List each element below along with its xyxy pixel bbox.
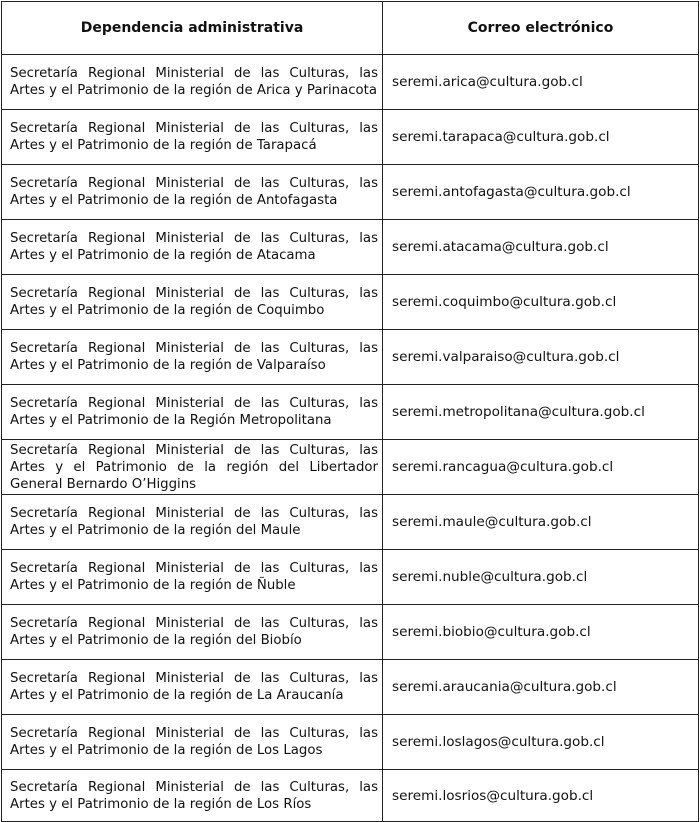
dependencia-cell: Secretaría Regional Ministerial de las Culturas, las Artes y el Patrimonio de la región del Biobío bbox=[2, 605, 383, 660]
dependencia-cell: Secretaría Regional Ministerial de las Culturas, las Artes y el Patrimonio de la región de Ñuble bbox=[2, 550, 383, 605]
table-row bbox=[2, 495, 699, 550]
dependencia-cell: Secretaría Regional Ministerial de las Culturas, las Artes y el Patrimonio de la región de Los Lagos bbox=[2, 715, 383, 770]
dependencia-cell: Secretaría Regional Ministerial de las Culturas, las Artes y el Patrimonio de la región del Libertador General Bernardo O’Higgins bbox=[2, 440, 383, 495]
dependencia-cell: Secretaría Regional Ministerial de las Culturas, las Artes y el Patrimonio de la región de Arica y Parinacota bbox=[2, 55, 383, 110]
dependencia-cell: Secretaría Regional Ministerial de las Culturas, las Artes y el Patrimonio de la región de La Araucanía bbox=[2, 660, 383, 715]
dependencia-cell: Secretaría Regional Ministerial de las Culturas, las Artes y el Patrimonio de la región de Antofagasta bbox=[2, 165, 383, 220]
dependencia-cell: Secretaría Regional Ministerial de las Culturas, las Artes y el Patrimonio de la región del Maule bbox=[2, 495, 383, 550]
correo-cell[interactable]: seremi.araucania@cultura.gob.cl bbox=[383, 660, 699, 715]
table-row bbox=[2, 165, 699, 220]
table-row bbox=[2, 770, 699, 822]
table-row bbox=[2, 385, 699, 440]
correo-cell[interactable]: seremi.metropolitana@cultura.gob.cl bbox=[383, 385, 699, 440]
header-correo: Correo electrónico bbox=[383, 2, 699, 55]
correo-cell[interactable]: seremi.arica@cultura.gob.cl bbox=[383, 55, 699, 110]
table-header-row bbox=[2, 2, 699, 55]
correo-cell[interactable]: seremi.maule@cultura.gob.cl bbox=[383, 495, 699, 550]
dependencia-cell: Secretaría Regional Ministerial de las Culturas, las Artes y el Patrimonio de la región de Coquimbo bbox=[2, 275, 383, 330]
table-row bbox=[2, 605, 699, 660]
dependencia-cell: Secretaría Regional Ministerial de las Culturas, las Artes y el Patrimonio de la región de Los Ríos bbox=[2, 770, 383, 822]
dependencia-cell: Secretaría Regional Ministerial de las Culturas, las Artes y el Patrimonio de la región de Tarapacá bbox=[2, 110, 383, 165]
header-dependencia: Dependencia administrativa bbox=[2, 2, 383, 55]
table-row bbox=[2, 330, 699, 385]
correo-cell[interactable]: seremi.coquimbo@cultura.gob.cl bbox=[383, 275, 699, 330]
correo-cell[interactable]: seremi.biobio@cultura.gob.cl bbox=[383, 605, 699, 660]
table-row bbox=[2, 275, 699, 330]
table-row bbox=[2, 440, 699, 495]
dependencia-cell: Secretaría Regional Ministerial de las Culturas, las Artes y el Patrimonio de la región de Valparaíso bbox=[2, 330, 383, 385]
correo-cell[interactable]: seremi.atacama@cultura.gob.cl bbox=[383, 220, 699, 275]
correo-cell[interactable]: seremi.antofagasta@cultura.gob.cl bbox=[383, 165, 699, 220]
correo-cell[interactable]: seremi.valparaiso@cultura.gob.cl bbox=[383, 330, 699, 385]
correo-cell[interactable]: seremi.nuble@cultura.gob.cl bbox=[383, 550, 699, 605]
correo-cell[interactable]: seremi.loslagos@cultura.gob.cl bbox=[383, 715, 699, 770]
correo-cell[interactable]: seremi.tarapaca@cultura.gob.cl bbox=[383, 110, 699, 165]
dependencia-cell: Secretaría Regional Ministerial de las Culturas, las Artes y el Patrimonio de la Región Metropolitana bbox=[2, 385, 383, 440]
table-row bbox=[2, 660, 699, 715]
dependencia-cell: Secretaría Regional Ministerial de las Culturas, las Artes y el Patrimonio de la región de Atacama bbox=[2, 220, 383, 275]
table-row bbox=[2, 220, 699, 275]
table-row bbox=[2, 550, 699, 605]
table-row bbox=[2, 715, 699, 770]
table-row bbox=[2, 110, 699, 165]
contacts-table bbox=[1, 1, 699, 822]
correo-cell[interactable]: seremi.rancagua@cultura.gob.cl bbox=[383, 440, 699, 495]
table-row bbox=[2, 55, 699, 110]
correo-cell[interactable]: seremi.losrios@cultura.gob.cl bbox=[383, 770, 699, 822]
